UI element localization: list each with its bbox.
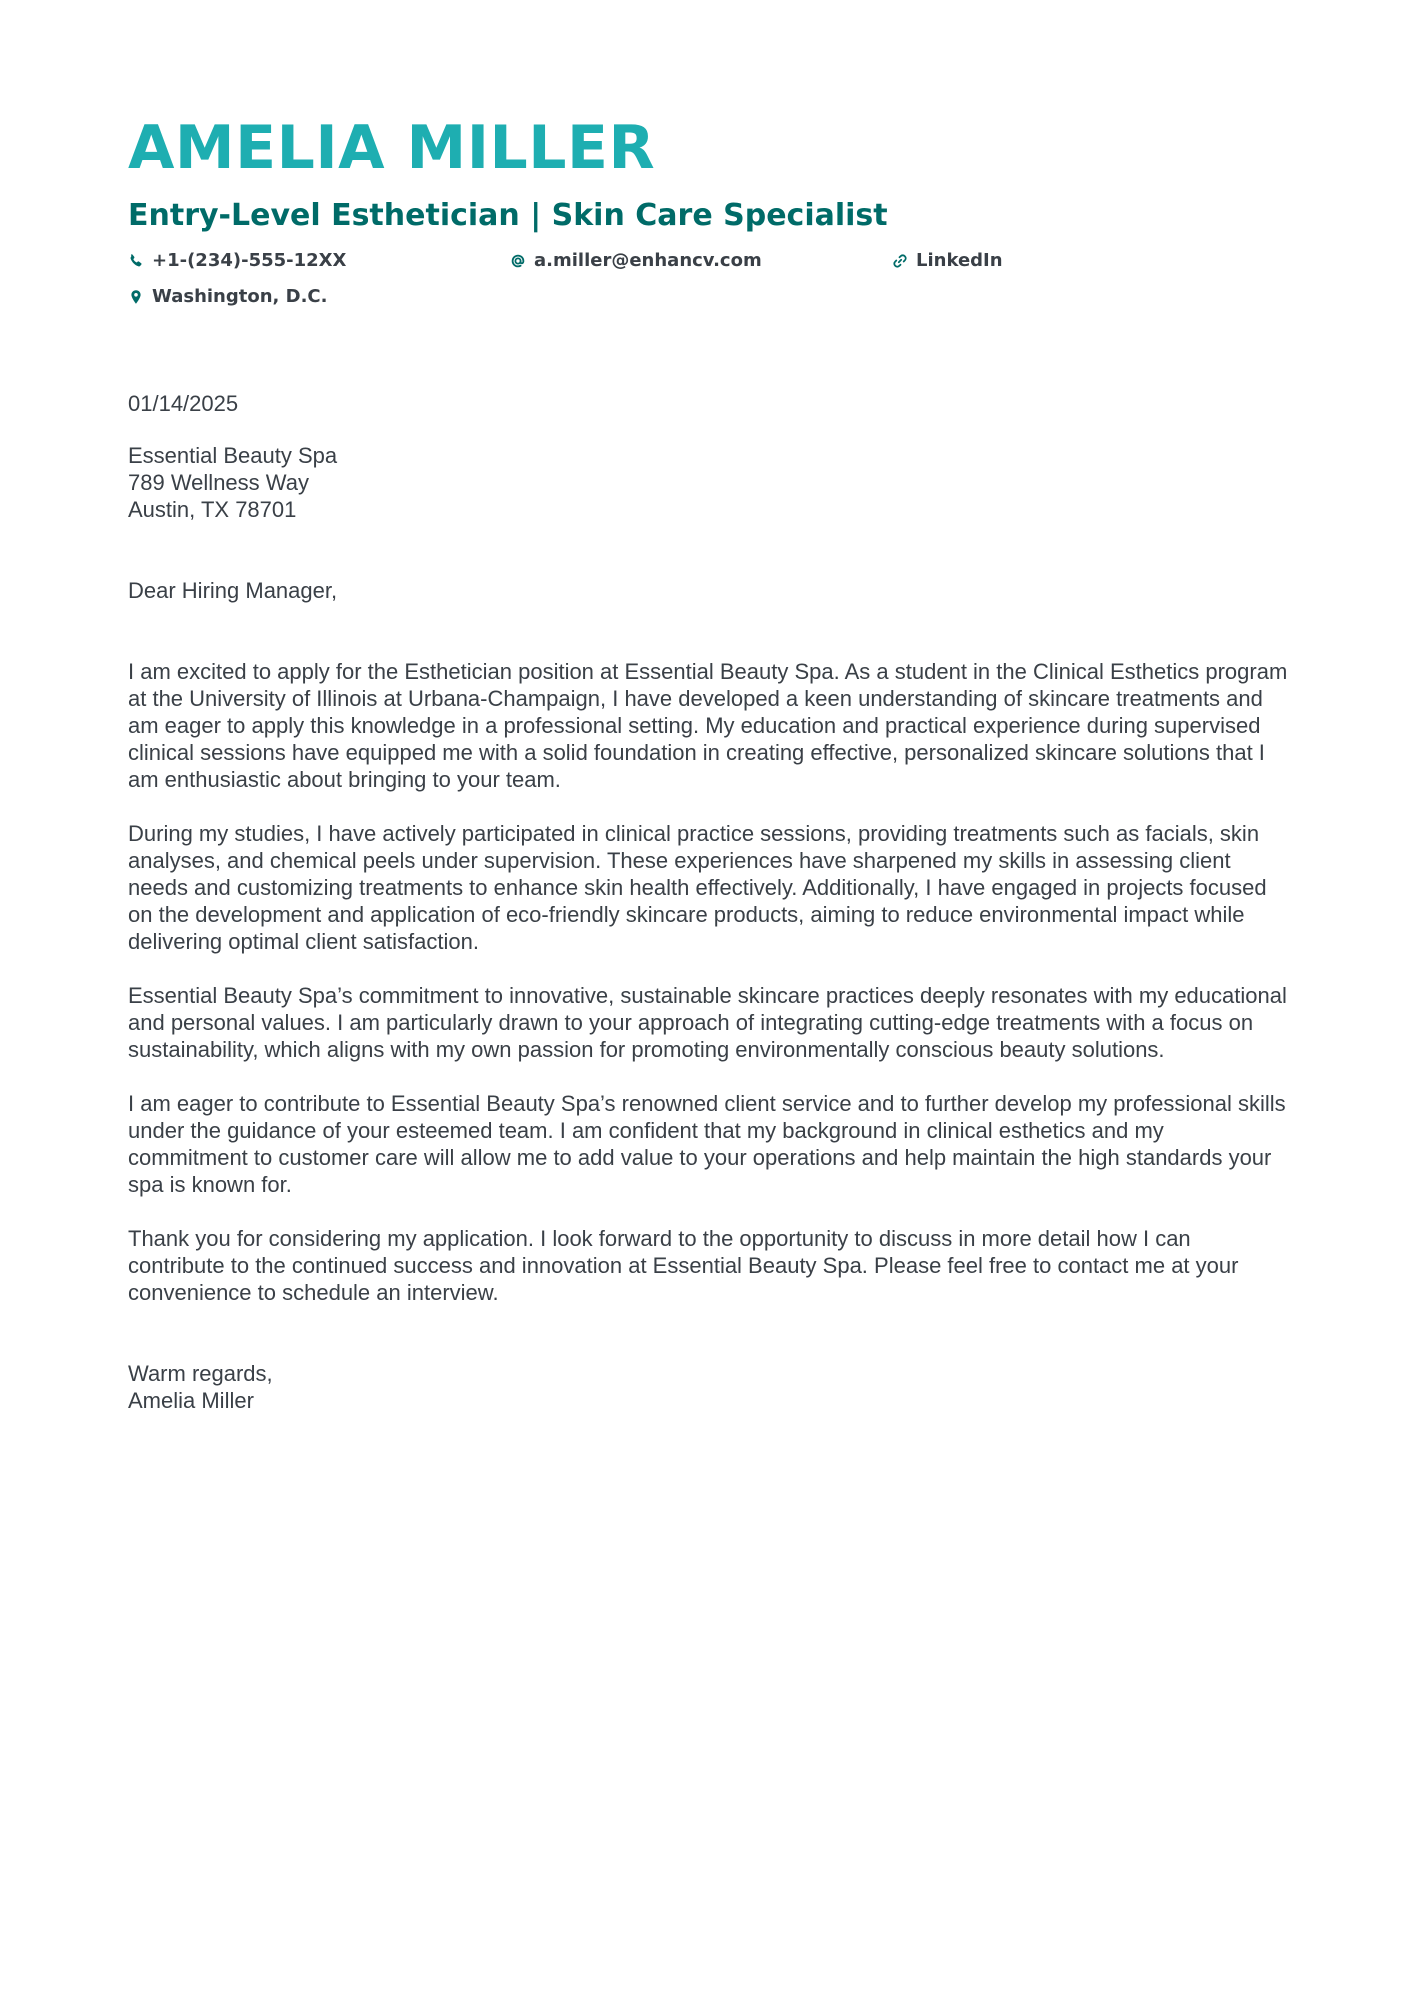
salutation: Dear Hiring Manager, (128, 578, 338, 603)
body-paragraph: I am eager to contribute to Essential Beauty Spa’s renowned client service and to further develop my professional skills under the guidance of your esteemed team. I am confident that my background in clinical esthetics and my commitment to customer care will allow me to add value to your operations and help maintain the high standards your spa is known for. (128, 1091, 1286, 1197)
letter-closing (128, 1360, 1288, 1414)
at-sign-icon (510, 253, 526, 269)
body-paragraph: I am excited to apply for the Esthetician position at Essential Beauty Spa. As a student in the Clinical Esthetics program at the University of Illinois at Urbana-Champaign, I have developed a keen understanding of skincare treatments and am eager to apply this knowledge in a professional setting. My education and practical experience during supervised clinical sessions have equipped me with a solid foundation in creating effective, personalized skincare solutions that I am enthusiastic about bringing to your team. (128, 659, 1288, 792)
signature-name: Amelia Miller (128, 1388, 254, 1413)
body-paragraph: Essential Beauty Spa’s commitment to innovative, sustainable skincare practices deeply resonates with my educational and personal values. I am particularly drawn to your approach of integrating cutting-edge treatments with a focus on sustainability, which aligns with my own passion for promoting environmentally conscious beauty solutions. (128, 983, 1287, 1062)
applicant-title: Entry-Level Esthetician | Skin Care Specialist (128, 198, 888, 233)
contact-phone (128, 248, 510, 274)
recipient-company: Essential Beauty Spa (128, 443, 338, 468)
letter-date: 01/14/2025 (128, 391, 239, 416)
applicant-name: AMELIA MILLER (128, 113, 656, 183)
phone-text: +1-(234)-555-12XX (152, 250, 347, 271)
recipient-address (128, 442, 1288, 523)
recipient-street: 789 Wellness Way (128, 470, 309, 495)
linkedin-link[interactable]: LinkedIn (916, 250, 1003, 271)
body-paragraph: Thank you for considering my application. I look forward to the opportunity to discuss in more detail how I can contribute to the continued success and innovation at Essential Beauty Spa. Please feel free to contact me at your convenience to schedule an interview. (128, 1226, 1239, 1305)
body-paragraph: During my studies, I have actively participated in clinical practice sessions, providing treatments such as facials, skin analyses, and chemical peels under supervision. These experiences have sharpened my skills in assessing client needs and customizing treatments to enhance skin health effectively. Additionally, I have engaged in projects focused on the development and application of eco-friendly skincare products, aiming to reduce environmental impact while delivering optimal client satisfaction. (128, 821, 1267, 954)
phone-icon (128, 253, 144, 269)
recipient-city: Austin, TX 78701 (128, 497, 297, 522)
contact-location (128, 284, 510, 310)
letter-body (128, 658, 1288, 1306)
contact-linkedin[interactable] (892, 248, 1192, 274)
map-pin-icon (128, 289, 144, 305)
cover-letter-page (128, 108, 1288, 1414)
location-text: Washington, D.C. (152, 286, 328, 307)
closing-phrase: Warm regards, (128, 1361, 273, 1386)
link-icon (892, 253, 908, 269)
contact-info (128, 248, 1288, 310)
contact-email[interactable] (510, 248, 892, 274)
email-text[interactable]: a.miller@enhancv.com (534, 250, 762, 271)
